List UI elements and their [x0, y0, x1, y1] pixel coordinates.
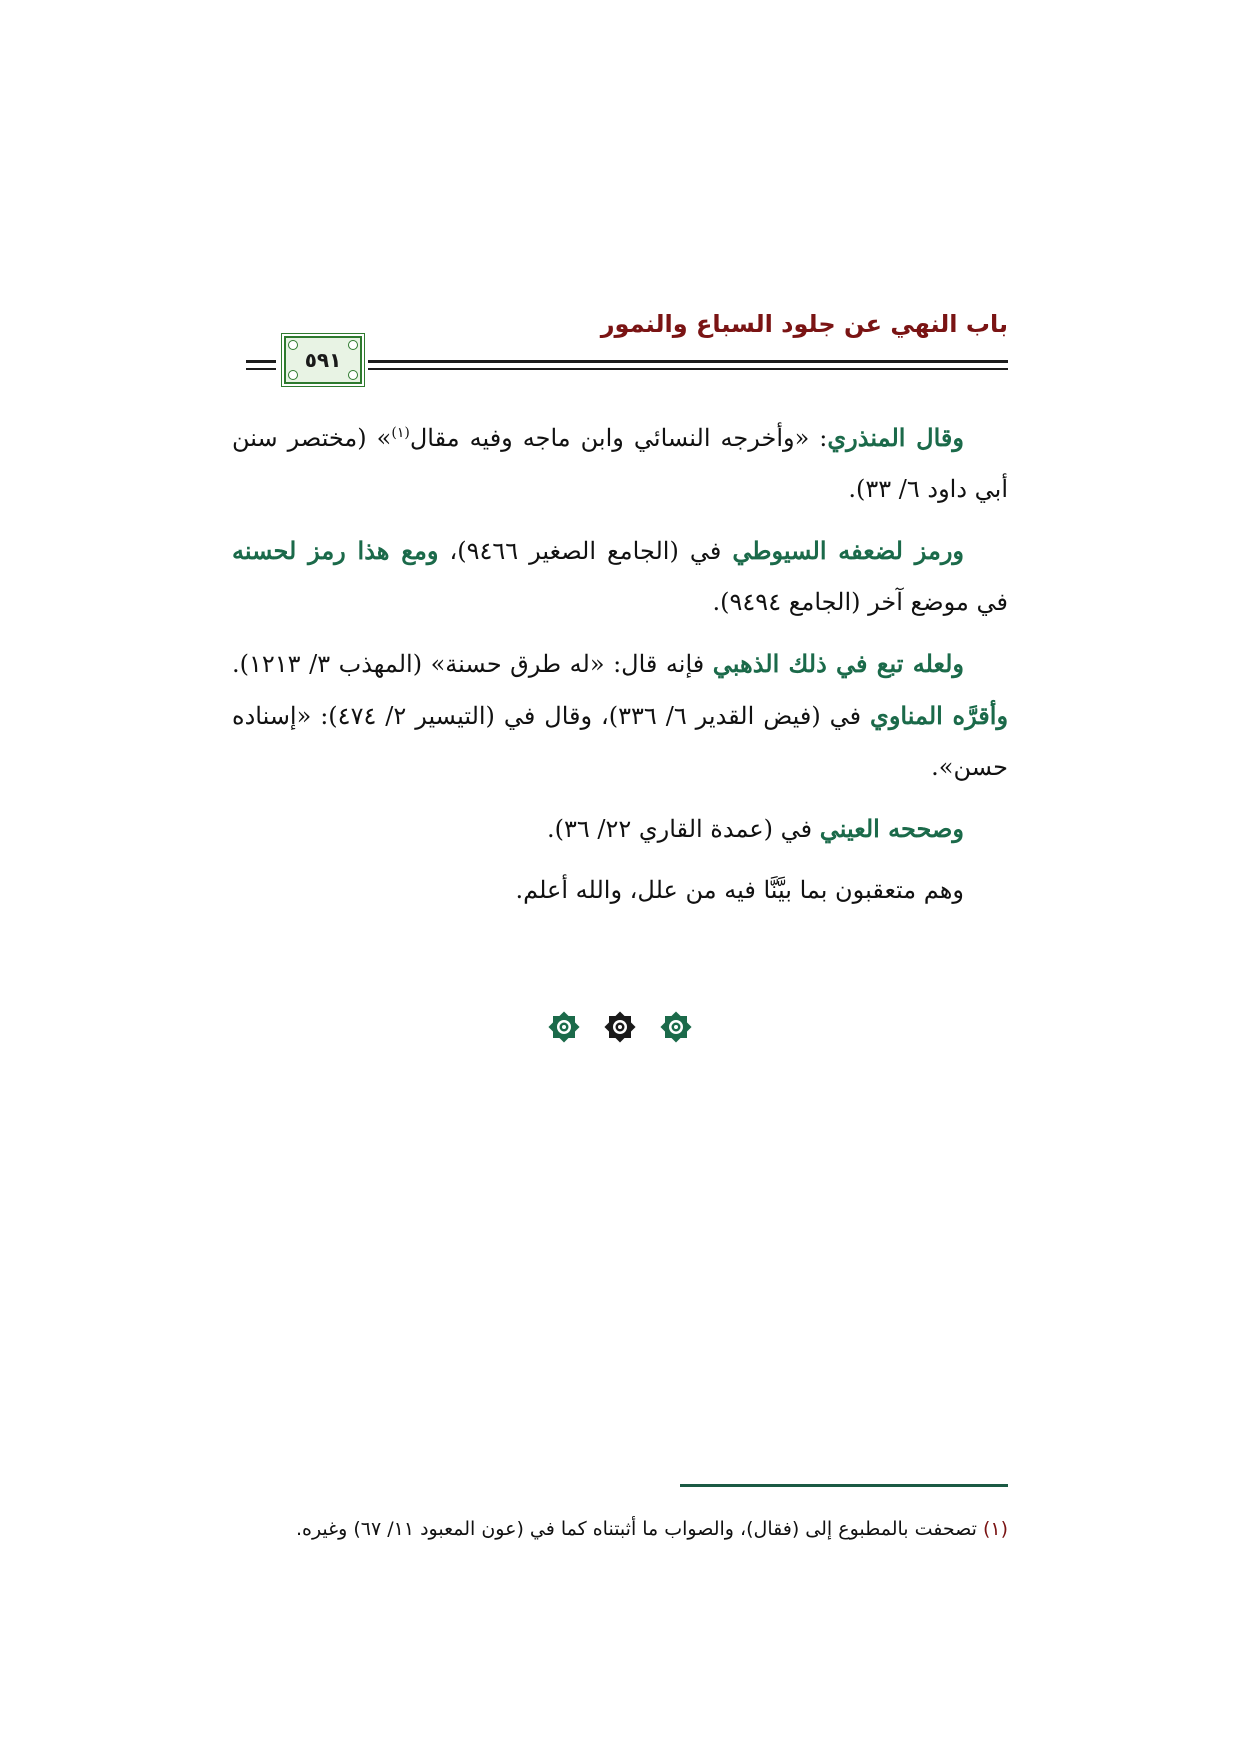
paragraph [232, 638, 1008, 793]
footnote-item [232, 1508, 1008, 1550]
page-number: ٥٩١ [304, 348, 342, 372]
ornament-icon [603, 1010, 637, 1044]
badge-corner-ornament [288, 370, 298, 380]
page-number-badge [284, 336, 362, 384]
paragraph-text: » (مختصر سنن أبي داود ٦/ ٣٣). [232, 424, 1008, 503]
paragraph [232, 865, 1008, 916]
footnote-number: (١) [982, 1518, 1008, 1540]
paragraph [232, 525, 1008, 628]
badge-corner-ornament [288, 340, 298, 350]
badge-corner-ornament [348, 370, 358, 380]
emphasis-text: ولعله تبع في ذلك الذهبي [712, 649, 965, 678]
footnotes [232, 1508, 1008, 1550]
paragraph [232, 412, 1008, 515]
ornament-icon [547, 1010, 581, 1044]
paragraph-text: وهم متعقبون بما بيَّنَّا فيه من علل، والله أعلم. [515, 876, 964, 904]
footnote-rule [680, 1484, 1008, 1487]
paragraph-text: فإنه قال: «له طرق حسنة» (المهذب ٣/ ١٢١٣). [232, 650, 713, 678]
header-rule-short [246, 360, 276, 363]
emphasis-text: وقال المنذري [827, 423, 964, 452]
running-header-title: باب النهي عن جلود السباع والنمور [600, 310, 1008, 338]
badge-corner-ornament [348, 340, 358, 350]
paragraph-text: في (عمدة القاري ٢٢/ ٣٦). [546, 815, 820, 843]
paragraph-text: في موضع آخر (الجامع ٩٤٩٤). [712, 588, 1008, 616]
ornament-icon [659, 1010, 693, 1044]
header-rule-short [246, 368, 276, 370]
paragraph-text: في (فيض القدير ٦/ ٣٣٦)، وقال في (التيسير ٢/ ٤٧٤): «إسناده حسن». [232, 702, 1008, 781]
paragraph-text: : «وأخرجه النسائي وابن ماجه وفيه مقال [409, 424, 828, 452]
emphasis-text: وصححه العيني [819, 814, 964, 843]
section-separator [0, 1010, 1240, 1044]
paragraph [232, 803, 1008, 855]
header-rule [368, 360, 1008, 363]
paragraph-text: في (الجامع الصغير ٩٤٦٦)، [438, 537, 733, 565]
footnote-text: تصحفت بالمطبوع إلى (فقال)، والصواب ما أثبتناه كما في (عون المعبود ١١/ ٦٧) وغيره. [295, 1518, 983, 1540]
emphasis-text: ومع هذا رمز لحسنه [232, 536, 439, 565]
footnote-reference[interactable]: (١) [391, 425, 410, 441]
main-text [232, 412, 1008, 926]
emphasis-text: وأقرَّه المناوي [870, 701, 1009, 730]
emphasis-text: ورمز لضعفه السيوطي [732, 536, 964, 565]
header-rule [368, 368, 1008, 370]
